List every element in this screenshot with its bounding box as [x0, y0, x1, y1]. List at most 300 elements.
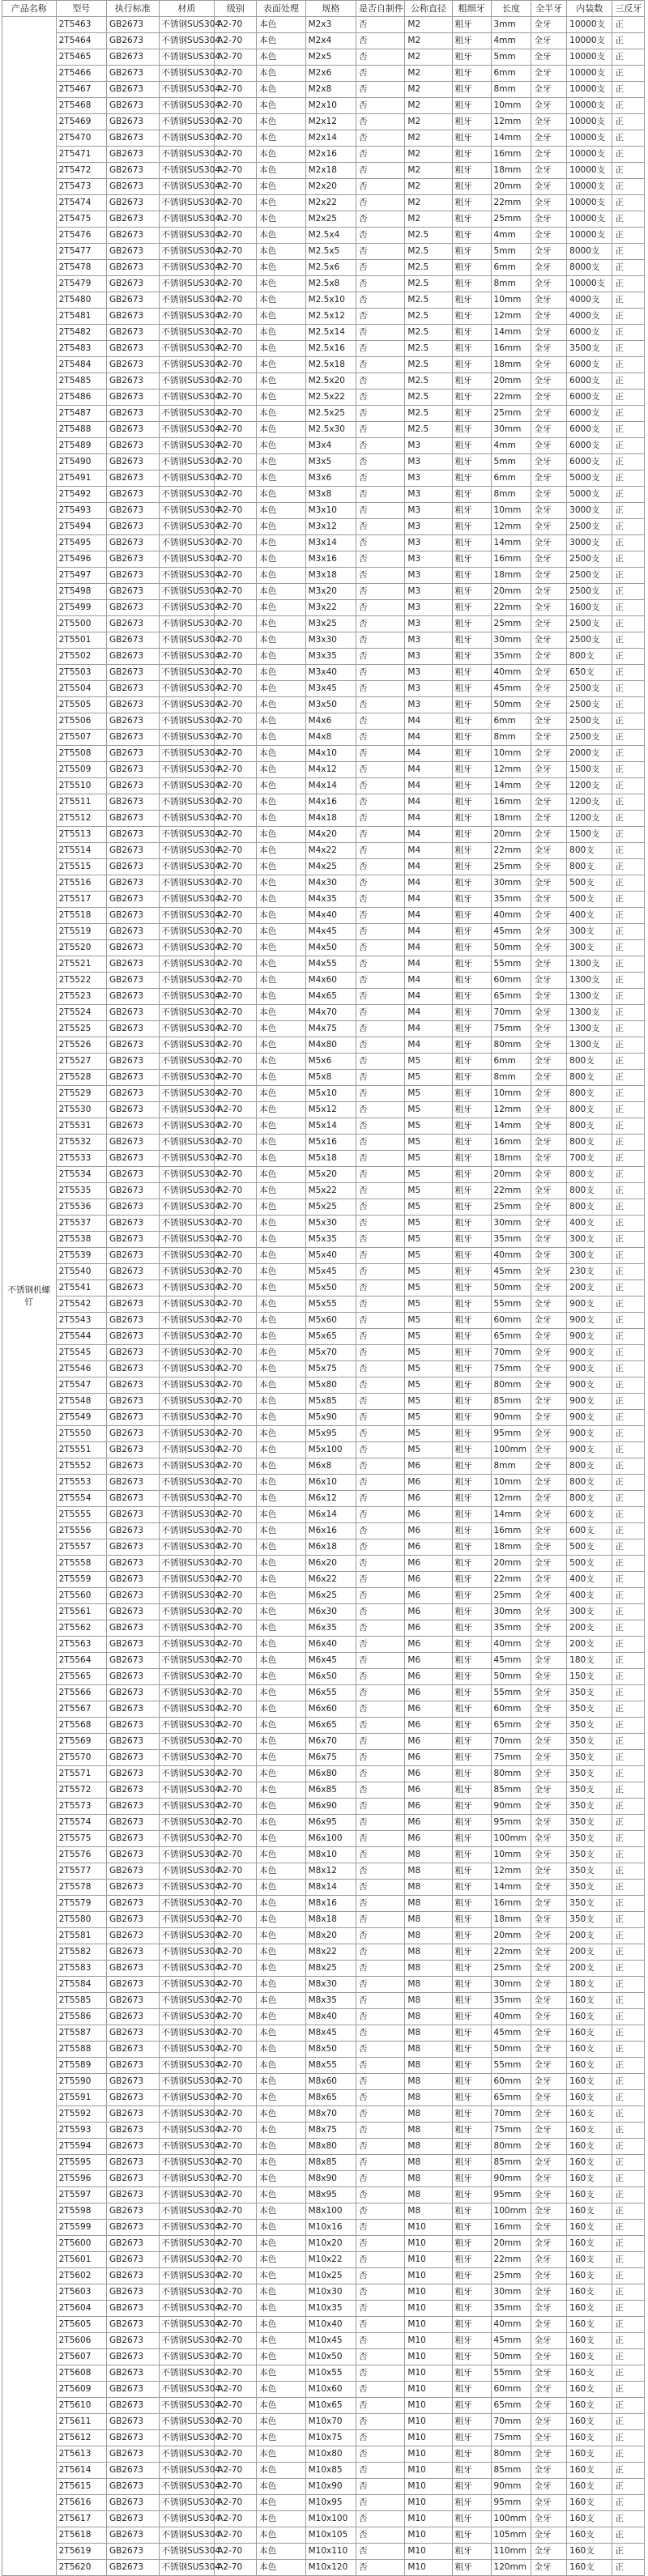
thread-form-cell: 全牙 [531, 2398, 567, 2414]
model-cell: 2T5486 [56, 390, 106, 406]
pack-qty-cell: 500支 [567, 875, 612, 892]
grade-cell: A2-70 [215, 2123, 257, 2139]
self-made-cell: 否 [356, 2106, 405, 2123]
standard-cell: GB2673 [107, 2544, 160, 2560]
model-cell: 2T5489 [56, 438, 106, 454]
surface-treatment-cell: 本色 [257, 2301, 305, 2317]
self-made-cell: 否 [356, 406, 405, 422]
self-made-cell: 否 [356, 1232, 405, 1248]
grade-cell: A2-70 [215, 827, 257, 843]
nominal-diameter-cell: M4 [405, 778, 452, 794]
third-cell: 正 [612, 2446, 645, 2463]
pack-qty-cell: 350支 [567, 1782, 612, 1799]
grade-cell: A2-70 [215, 114, 257, 130]
nominal-diameter-cell: M2 [405, 147, 452, 163]
material-cell: 不锈钢SUS304 [159, 2527, 215, 2544]
spec-cell: M10x80 [305, 2446, 356, 2463]
material-cell: 不锈钢SUS304 [159, 1054, 215, 1070]
length-cell: 20mm [491, 373, 531, 390]
standard-cell: GB2673 [107, 179, 160, 195]
grade-cell: A2-70 [215, 600, 257, 616]
model-cell: 2T5468 [56, 98, 106, 114]
third-cell: 正 [612, 2398, 645, 2414]
spec-cell: M4x22 [305, 843, 356, 859]
self-made-cell: 否 [356, 713, 405, 730]
grade-cell: A2-70 [215, 2544, 257, 2560]
nominal-diameter-cell: M4 [405, 811, 452, 827]
surface-treatment-cell: 本色 [257, 1572, 305, 1588]
pack-qty-cell: 300支 [567, 1248, 612, 1264]
nominal-diameter-cell: M5 [405, 1442, 452, 1458]
spec-cell: M8x90 [305, 2171, 356, 2187]
grade-cell: A2-70 [215, 2252, 257, 2268]
model-cell: 2T5484 [56, 357, 106, 373]
self-made-cell: 否 [356, 98, 405, 114]
pack-qty-cell: 200支 [567, 1961, 612, 1977]
standard-cell: GB2673 [107, 1944, 160, 1961]
table-row [2, 2365, 645, 2382]
third-cell: 正 [612, 827, 645, 843]
nominal-diameter-cell: M10 [405, 2511, 452, 2527]
grade-cell: A2-70 [215, 1475, 257, 1491]
length-cell: 55mm [491, 1685, 531, 1701]
model-cell: 2T5597 [56, 2187, 106, 2203]
thread-pitch-cell: 粗牙 [452, 632, 491, 649]
standard-cell: GB2673 [107, 2203, 160, 2220]
pack-qty-cell: 160支 [567, 2479, 612, 2495]
nominal-diameter-cell: M8 [405, 1961, 452, 1977]
nominal-diameter-cell: M5 [405, 1313, 452, 1329]
length-cell: 8mm [491, 276, 531, 292]
thread-pitch-cell: 粗牙 [452, 1831, 491, 1847]
self-made-cell: 否 [356, 1588, 405, 1604]
spec-cell: M2.5x8 [305, 276, 356, 292]
third-cell: 正 [612, 2009, 645, 2025]
spec-cell: M2x3 [305, 17, 356, 33]
material-cell: 不锈钢SUS304 [159, 276, 215, 292]
table-row [2, 130, 645, 147]
surface-treatment-cell: 本色 [257, 33, 305, 49]
material-cell: 不锈钢SUS304 [159, 2333, 215, 2349]
spec-cell: M2.5x5 [305, 244, 356, 260]
standard-cell: GB2673 [107, 2284, 160, 2301]
spec-cell: M3x14 [305, 535, 356, 551]
thread-pitch-cell: 粗牙 [452, 2463, 491, 2479]
length-cell: 18mm [491, 1539, 531, 1556]
nominal-diameter-cell: M6 [405, 1556, 452, 1572]
grade-cell: A2-70 [215, 2171, 257, 2187]
length-cell: 35mm [491, 649, 531, 665]
third-cell: 正 [612, 956, 645, 973]
thread-pitch-cell: 粗牙 [452, 2560, 491, 2576]
thread-pitch-cell: 粗牙 [452, 147, 491, 163]
length-cell: 18mm [491, 357, 531, 373]
table-row [2, 1701, 645, 1718]
material-cell: 不锈钢SUS304 [159, 1394, 215, 1410]
spec-cell: M2x4 [305, 33, 356, 49]
standard-cell: GB2673 [107, 600, 160, 616]
grade-cell: A2-70 [215, 82, 257, 98]
standard-cell: GB2673 [107, 292, 160, 309]
material-cell: 不锈钢SUS304 [159, 584, 215, 600]
thread-form-cell: 全牙 [531, 551, 567, 568]
thread-form-cell: 全牙 [531, 1863, 567, 1880]
standard-cell: GB2673 [107, 1037, 160, 1054]
surface-treatment-cell: 本色 [257, 730, 305, 746]
thread-pitch-cell: 粗牙 [452, 1718, 491, 1734]
material-cell: 不锈钢SUS304 [159, 244, 215, 260]
third-cell: 正 [612, 1588, 645, 1604]
self-made-cell: 否 [356, 1361, 405, 1377]
table-row [2, 1782, 645, 1799]
length-cell: 35mm [491, 892, 531, 908]
standard-cell: GB2673 [107, 665, 160, 681]
table-row [2, 1637, 645, 1653]
model-cell: 2T5490 [56, 454, 106, 470]
grade-cell: A2-70 [215, 2382, 257, 2398]
third-cell: 正 [612, 843, 645, 859]
model-cell: 2T5533 [56, 1151, 106, 1167]
surface-treatment-cell: 本色 [257, 2171, 305, 2187]
pack-qty-cell: 300支 [567, 1604, 612, 1620]
surface-treatment-cell: 本色 [257, 2042, 305, 2058]
material-cell: 不锈钢SUS304 [159, 924, 215, 940]
table-row [2, 956, 645, 973]
model-cell: 2T5475 [56, 211, 106, 228]
model-cell: 2T5576 [56, 1847, 106, 1863]
standard-cell: GB2673 [107, 390, 160, 406]
pack-qty-cell: 2000支 [567, 746, 612, 762]
self-made-cell: 否 [356, 616, 405, 632]
nominal-diameter-cell: M10 [405, 2333, 452, 2349]
surface-treatment-cell: 本色 [257, 940, 305, 956]
thread-form-cell: 全牙 [531, 1880, 567, 1896]
thread-pitch-cell: 粗牙 [452, 309, 491, 325]
standard-cell: GB2673 [107, 2058, 160, 2074]
self-made-cell: 否 [356, 2349, 405, 2365]
surface-treatment-cell: 本色 [257, 2333, 305, 2349]
spec-cell: M6x45 [305, 1653, 356, 1669]
model-cell: 2T5527 [56, 1054, 106, 1070]
third-cell: 正 [612, 2187, 645, 2203]
self-made-cell: 否 [356, 584, 405, 600]
pack-qty-cell: 10000支 [567, 17, 612, 33]
table-row [2, 2171, 645, 2187]
length-cell: 50mm [491, 1669, 531, 1685]
standard-cell: GB2673 [107, 1264, 160, 1280]
standard-cell: GB2673 [107, 2527, 160, 2544]
material-cell: 不锈钢SUS304 [159, 2220, 215, 2236]
pack-qty-cell: 800支 [567, 1199, 612, 1216]
surface-treatment-cell: 本色 [257, 973, 305, 989]
material-cell: 不锈钢SUS304 [159, 2203, 215, 2220]
third-cell: 正 [612, 2333, 645, 2349]
standard-cell: GB2673 [107, 228, 160, 244]
length-cell: 6mm [491, 260, 531, 276]
thread-form-cell: 全牙 [531, 470, 567, 487]
standard-cell: GB2673 [107, 746, 160, 762]
nominal-diameter-cell: M8 [405, 1928, 452, 1944]
third-cell: 正 [612, 422, 645, 438]
spec-cell: M10x90 [305, 2479, 356, 2495]
surface-treatment-cell: 本色 [257, 762, 305, 778]
thread-pitch-cell: 粗牙 [452, 341, 491, 357]
thread-form-cell: 全牙 [531, 2446, 567, 2463]
surface-treatment-cell: 本色 [257, 1750, 305, 1766]
length-cell: 100mm [491, 1442, 531, 1458]
self-made-cell: 否 [356, 2398, 405, 2414]
material-cell: 不锈钢SUS304 [159, 33, 215, 49]
pack-qty-cell: 900支 [567, 1297, 612, 1313]
table-row [2, 2446, 645, 2463]
grade-cell: A2-70 [215, 1539, 257, 1556]
self-made-cell: 否 [356, 373, 405, 390]
nominal-diameter-cell: M6 [405, 1815, 452, 1831]
material-cell: 不锈钢SUS304 [159, 1199, 215, 1216]
pack-qty-cell: 160支 [567, 2284, 612, 2301]
thread-pitch-cell: 粗牙 [452, 519, 491, 535]
nominal-diameter-cell: M2.5 [405, 357, 452, 373]
nominal-diameter-cell: M5 [405, 1361, 452, 1377]
nominal-diameter-cell: M10 [405, 2317, 452, 2333]
thread-pitch-cell: 粗牙 [452, 2398, 491, 2414]
thread-pitch-cell: 粗牙 [452, 973, 491, 989]
surface-treatment-cell: 本色 [257, 2268, 305, 2284]
nominal-diameter-cell: M5 [405, 1280, 452, 1297]
nominal-diameter-cell: M8 [405, 2203, 452, 2220]
model-cell: 2T5478 [56, 260, 106, 276]
thread-pitch-cell: 粗牙 [452, 1426, 491, 1442]
nominal-diameter-cell: M3 [405, 454, 452, 470]
pack-qty-cell: 160支 [567, 2042, 612, 2058]
surface-treatment-cell: 本色 [257, 309, 305, 325]
material-cell: 不锈钢SUS304 [159, 1880, 215, 1896]
table-row [2, 1410, 645, 1426]
model-cell: 2T5519 [56, 924, 106, 940]
self-made-cell: 否 [356, 1135, 405, 1151]
model-cell: 2T5464 [56, 33, 106, 49]
spec-cell: M2.5x14 [305, 325, 356, 341]
self-made-cell: 否 [356, 2527, 405, 2544]
table-row [2, 827, 645, 843]
grade-cell: A2-70 [215, 244, 257, 260]
standard-cell: GB2673 [107, 1620, 160, 1637]
length-cell: 5mm [491, 244, 531, 260]
length-cell: 45mm [491, 2333, 531, 2349]
thread-form-cell: 全牙 [531, 2301, 567, 2317]
grade-cell: A2-70 [215, 1799, 257, 1815]
material-cell: 不锈钢SUS304 [159, 2430, 215, 2446]
thread-form-cell: 全牙 [531, 1410, 567, 1426]
self-made-cell: 否 [356, 632, 405, 649]
pack-qty-cell: 150支 [567, 1669, 612, 1685]
grade-cell: A2-70 [215, 989, 257, 1005]
table-row [2, 2544, 645, 2560]
model-cell: 2T5555 [56, 1507, 106, 1523]
material-cell: 不锈钢SUS304 [159, 1604, 215, 1620]
surface-treatment-cell: 本色 [257, 1620, 305, 1637]
thread-pitch-cell: 粗牙 [452, 1912, 491, 1928]
material-cell: 不锈钢SUS304 [159, 535, 215, 551]
self-made-cell: 否 [356, 681, 405, 697]
length-cell: 22mm [491, 195, 531, 211]
model-cell: 2T5563 [56, 1637, 106, 1653]
grade-cell: A2-70 [215, 956, 257, 973]
table-row [2, 1118, 645, 1135]
grade-cell: A2-70 [215, 1005, 257, 1021]
length-cell: 6mm [491, 713, 531, 730]
thread-pitch-cell: 粗牙 [452, 2025, 491, 2042]
third-cell: 正 [612, 1977, 645, 1993]
spec-cell: M10x40 [305, 2317, 356, 2333]
self-made-cell: 否 [356, 859, 405, 875]
material-cell: 不锈钢SUS304 [159, 325, 215, 341]
self-made-cell: 否 [356, 309, 405, 325]
grade-cell: A2-70 [215, 1896, 257, 1912]
self-made-cell: 否 [356, 568, 405, 584]
nominal-diameter-cell: M8 [405, 1977, 452, 1993]
length-cell: 90mm [491, 1799, 531, 1815]
thread-pitch-cell: 粗牙 [452, 1394, 491, 1410]
nominal-diameter-cell: M10 [405, 2463, 452, 2479]
pack-qty-cell: 160支 [567, 2252, 612, 2268]
length-cell: 120mm [491, 2560, 531, 2576]
thread-form-cell: 全牙 [531, 1588, 567, 1604]
nominal-diameter-cell: M4 [405, 956, 452, 973]
spec-cell: M4x50 [305, 940, 356, 956]
third-cell: 正 [612, 1426, 645, 1442]
third-cell: 正 [612, 713, 645, 730]
surface-treatment-cell: 本色 [257, 1734, 305, 1750]
standard-cell: GB2673 [107, 1151, 160, 1167]
length-cell: 8mm [491, 1458, 531, 1475]
surface-treatment-cell: 本色 [257, 1782, 305, 1799]
spec-cell: M3x30 [305, 632, 356, 649]
thread-pitch-cell: 粗牙 [452, 454, 491, 470]
nominal-diameter-cell: M5 [405, 1054, 452, 1070]
self-made-cell: 否 [356, 2511, 405, 2527]
model-cell: 2T5536 [56, 1199, 106, 1216]
length-cell: 16mm [491, 147, 531, 163]
spec-cell: M6x55 [305, 1685, 356, 1701]
material-cell: 不锈钢SUS304 [159, 2317, 215, 2333]
grade-cell: A2-70 [215, 33, 257, 49]
surface-treatment-cell: 本色 [257, 17, 305, 33]
model-cell: 2T5620 [56, 2560, 106, 2576]
grade-cell: A2-70 [215, 292, 257, 309]
standard-cell: GB2673 [107, 2430, 160, 2446]
pack-qty-cell: 180支 [567, 1977, 612, 1993]
nominal-diameter-cell: M8 [405, 2042, 452, 2058]
length-cell: 55mm [491, 2058, 531, 2074]
length-cell: 45mm [491, 681, 531, 697]
pack-qty-cell: 350支 [567, 1734, 612, 1750]
spec-cell: M10x70 [305, 2414, 356, 2430]
thread-form-cell: 全牙 [531, 940, 567, 956]
thread-pitch-cell: 粗牙 [452, 195, 491, 211]
self-made-cell: 否 [356, 1928, 405, 1944]
length-cell: 95mm [491, 2187, 531, 2203]
standard-cell: GB2673 [107, 1297, 160, 1313]
standard-cell: GB2673 [107, 276, 160, 292]
third-cell: 正 [612, 2106, 645, 2123]
length-cell: 95mm [491, 2495, 531, 2511]
pack-qty-cell: 160支 [567, 2511, 612, 2527]
length-cell: 30mm [491, 632, 531, 649]
nominal-diameter-cell: M4 [405, 843, 452, 859]
thread-form-cell: 全牙 [531, 649, 567, 665]
spec-cell: M2x8 [305, 82, 356, 98]
material-cell: 不锈钢SUS304 [159, 2155, 215, 2171]
third-cell: 正 [612, 1556, 645, 1572]
nominal-diameter-cell: M10 [405, 2284, 452, 2301]
material-cell: 不锈钢SUS304 [159, 292, 215, 309]
surface-treatment-cell: 本色 [257, 1507, 305, 1523]
third-cell: 正 [612, 1410, 645, 1426]
length-cell: 12mm [491, 762, 531, 778]
grade-cell: A2-70 [215, 1685, 257, 1701]
third-cell: 正 [612, 908, 645, 924]
surface-treatment-cell: 本色 [257, 665, 305, 681]
thread-form-cell: 全牙 [531, 454, 567, 470]
pack-qty-cell: 1200支 [567, 811, 612, 827]
self-made-cell: 否 [356, 762, 405, 778]
nominal-diameter-cell: M4 [405, 1021, 452, 1037]
third-cell: 正 [612, 1458, 645, 1475]
material-cell: 不锈钢SUS304 [159, 309, 215, 325]
grade-cell: A2-70 [215, 195, 257, 211]
third-cell: 正 [612, 2268, 645, 2284]
spec-cell: M5x85 [305, 1394, 356, 1410]
surface-treatment-cell: 本色 [257, 1766, 305, 1782]
header-standard: 执行标准 [107, 1, 160, 17]
material-cell: 不锈钢SUS304 [159, 2187, 215, 2203]
surface-treatment-cell: 本色 [257, 956, 305, 973]
standard-cell: GB2673 [107, 1685, 160, 1701]
length-cell: 80mm [491, 1037, 531, 1054]
surface-treatment-cell: 本色 [257, 989, 305, 1005]
model-cell: 2T5544 [56, 1329, 106, 1345]
material-cell: 不锈钢SUS304 [159, 1410, 215, 1426]
standard-cell: GB2673 [107, 2187, 160, 2203]
model-cell: 2T5494 [56, 519, 106, 535]
model-cell: 2T5577 [56, 1863, 106, 1880]
third-cell: 正 [612, 2511, 645, 2527]
spec-cell: M4x18 [305, 811, 356, 827]
thread-pitch-cell: 粗牙 [452, 1928, 491, 1944]
spec-cell: M2.5x4 [305, 228, 356, 244]
pack-qty-cell: 350支 [567, 1799, 612, 1815]
pack-qty-cell: 160支 [567, 2171, 612, 2187]
third-cell: 正 [612, 665, 645, 681]
table-row [2, 195, 645, 211]
length-cell: 16mm [491, 2220, 531, 2236]
self-made-cell: 否 [356, 2365, 405, 2382]
material-cell: 不锈钢SUS304 [159, 859, 215, 875]
model-cell: 2T5463 [56, 17, 106, 33]
nominal-diameter-cell: M6 [405, 1766, 452, 1782]
material-cell: 不锈钢SUS304 [159, 1248, 215, 1264]
standard-cell: GB2673 [107, 2106, 160, 2123]
model-cell: 2T5471 [56, 147, 106, 163]
nominal-diameter-cell: M6 [405, 1475, 452, 1491]
material-cell: 不锈钢SUS304 [159, 1313, 215, 1329]
self-made-cell: 否 [356, 2025, 405, 2042]
surface-treatment-cell: 本色 [257, 1912, 305, 1928]
standard-cell: GB2673 [107, 616, 160, 632]
grade-cell: A2-70 [215, 859, 257, 875]
model-cell: 2T5505 [56, 697, 106, 713]
